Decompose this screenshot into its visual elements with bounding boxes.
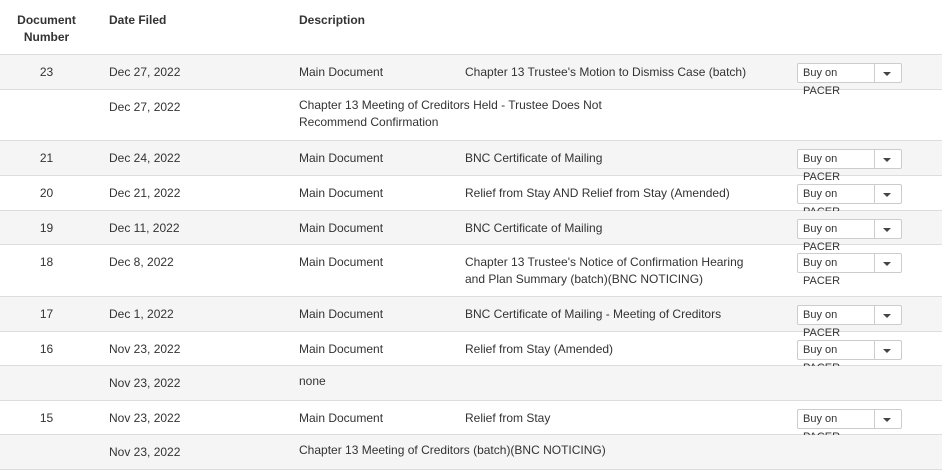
document-type: Main Document — [299, 221, 384, 235]
caret-down-icon[interactable] — [874, 185, 901, 203]
document-number: 16 — [39, 342, 54, 356]
document-number: 17 — [39, 307, 54, 321]
date-filed: Nov 23, 2022 — [109, 376, 181, 390]
buy-on-pacer-label: Buy on PACER — [803, 309, 841, 339]
document-type: Main Document — [299, 411, 384, 425]
caret-down-icon[interactable] — [874, 150, 901, 168]
caret-down-icon[interactable] — [874, 341, 901, 359]
table-header — [0, 0, 942, 55]
docket-entry-text: none — [299, 374, 326, 388]
buy-on-pacer-button[interactable] — [797, 305, 902, 339]
document-type: Main Document — [299, 151, 384, 165]
buy-on-pacer-label: Buy on PACER — [803, 257, 841, 287]
table-row — [0, 90, 942, 141]
document-description: BNC Certificate of Mailing — [465, 151, 603, 165]
date-filed: Nov 23, 2022 — [109, 342, 181, 356]
date-filed: Dec 24, 2022 — [109, 151, 181, 165]
date-filed: Dec 8, 2022 — [109, 255, 174, 269]
date-filed: Dec 27, 2022 — [109, 65, 181, 79]
document-description: BNC Certificate of Mailing — [465, 221, 603, 235]
buy-on-pacer-button[interactable] — [797, 219, 902, 253]
date-filed: Nov 23, 2022 — [109, 445, 181, 459]
buy-on-pacer-button[interactable] — [797, 340, 902, 360]
caret-down-icon[interactable] — [874, 306, 901, 324]
table-row — [0, 435, 942, 470]
caret-down-icon[interactable] — [874, 410, 901, 428]
date-filed: Dec 11, 2022 — [109, 221, 180, 235]
document-number: 18 — [39, 255, 54, 269]
table-row — [0, 245, 942, 297]
document-description: BNC Certificate of Mailing - Meeting of Creditors — [465, 307, 722, 321]
document-number: 20 — [39, 186, 54, 200]
date-filed: Nov 23, 2022 — [109, 411, 181, 425]
document-description: Chapter 13 Trustee's Notice of Confirmation Hearing and Plan Summary (batch)(BNC NOTICING) — [465, 255, 744, 286]
caret-down-icon[interactable] — [874, 220, 901, 238]
document-type: Main Document — [299, 307, 384, 321]
buy-on-pacer-label: Buy on PACER — [803, 67, 841, 97]
header-document-number: Document Number — [17, 13, 76, 44]
buy-on-pacer-label: Buy on PACER — [803, 223, 841, 253]
header-date-filed: Date Filed — [109, 13, 167, 27]
caret-down-icon[interactable] — [874, 254, 901, 272]
table-row — [0, 332, 942, 366]
document-type: Main Document — [299, 342, 384, 356]
buy-on-pacer-button[interactable] — [797, 149, 902, 183]
buy-on-pacer-button[interactable] — [797, 253, 902, 287]
buy-on-pacer-label: Buy on — [803, 413, 838, 425]
document-type: Main Document — [299, 186, 384, 200]
buy-on-pacer-label: Buy on — [803, 344, 838, 356]
date-filed: Dec 1, 2022 — [109, 307, 174, 321]
caret-down-icon[interactable] — [874, 64, 901, 82]
header-description: Description — [299, 13, 366, 27]
table-body — [0, 55, 942, 470]
document-description: Relief from Stay (Amended) — [465, 342, 614, 356]
table-row — [0, 211, 942, 253]
buy-on-pacer-button[interactable] — [797, 184, 902, 204]
document-type: Main Document — [299, 65, 384, 79]
table-row — [0, 55, 942, 97]
table-row — [0, 141, 942, 183]
date-filed: Dec 21, 2022 — [109, 186, 181, 200]
buy-on-pacer-button[interactable] — [797, 63, 902, 97]
document-type: Main Document — [299, 255, 384, 269]
buy-on-pacer-button[interactable] — [797, 409, 902, 429]
document-description: Relief from Stay — [465, 411, 551, 425]
table-row — [0, 366, 942, 401]
date-filed: Dec 27, 2022 — [109, 100, 181, 114]
document-number: 23 — [39, 65, 54, 79]
buy-on-pacer-label: Buy on PACER — [803, 153, 841, 183]
document-number: 15 — [39, 411, 54, 425]
docket-entry-text: Chapter 13 Meeting of Creditors Held - Trustee Does Not Recommend Confirmation — [299, 98, 602, 129]
document-number: 21 — [39, 151, 54, 165]
table-row — [0, 297, 942, 339]
document-number: 19 — [39, 221, 54, 235]
buy-on-pacer-label: Buy on — [803, 188, 838, 200]
table-row — [0, 176, 942, 211]
document-description: Relief from Stay AND Relief from Stay (Amended) — [465, 186, 730, 200]
document-description: Chapter 13 Trustee's Motion to Dismiss Case (batch) — [465, 65, 747, 79]
docket-entry-text: Chapter 13 Meeting of Creditors (batch)(BNC NOTICING) — [299, 443, 606, 457]
table-row — [0, 401, 942, 435]
